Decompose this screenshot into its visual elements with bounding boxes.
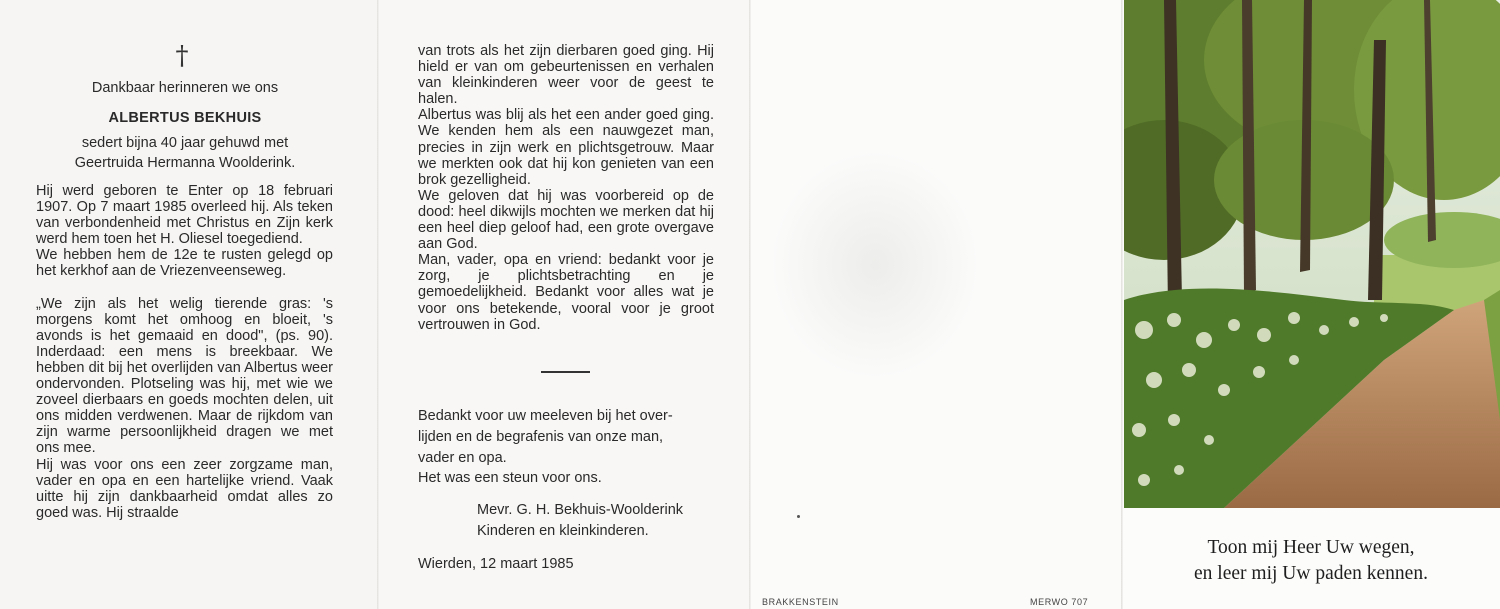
panel1-body <box>36 183 333 521</box>
panel2-body <box>418 43 714 333</box>
paragraph: Hij werd geboren te Enter op 18 februari 1907. Op 7 maart 1985 overleed hij. Als teken van verbondenheid met Christus en Zijn kerk werd hem toen het H. Oliesel toegediend. <box>36 183 333 248</box>
thanks-line-2: lijden en de begrafenis van onze man, <box>418 429 664 445</box>
verse-line-2: en leer mij Uw paden kennen. <box>1194 563 1428 584</box>
married-line-2: Geertruida Hermanna Woolderink. <box>74 155 296 171</box>
intro-line: Dankbaar herinneren we ons <box>91 80 279 96</box>
signature-line-1: Mevr. G. H. Bekhuis-Woolderink <box>477 502 684 518</box>
printer-mark-left: BRAKKENSTEIN <box>762 597 839 607</box>
divider-line <box>541 371 590 373</box>
fold-line <box>377 0 379 609</box>
fold-line <box>1121 0 1123 609</box>
married-line-1: sedert bijna 40 jaar gehuwd met <box>81 135 289 151</box>
thanks-line-4: Het was een steun voor ons. <box>418 470 602 486</box>
thanks-line-3: vader en opa. <box>418 450 507 466</box>
paragraph: We geloven dat hij was voorbereid op de dood: heel dikwijls mochten we merken dat hij een heel diep geloof had, een grote overgave aan God. <box>418 187 714 253</box>
signature-line-2: Kinderen en kleinkinderen. <box>477 523 649 539</box>
speck <box>797 515 800 518</box>
paragraph: „We zijn als het welig tierende gras: 's morgens komt het omhoog en bloeit, 's avonds is het gemaaid en dood", (ps. 90). Inderdaad: een mens is breekbaar. We hebben dit bij het overlijden van Albertus weer ondervonden. Plotseling was hij, met wie we zoveel dierbaars en goeds mochten delen, uit ons midden verdwenen. Maar de rijkdom van zijn warme persoonlijkheid dragen we met ons mee. <box>36 295 333 457</box>
cross-icon: † <box>175 41 189 71</box>
paragraph: Albertus was blij als het een ander goed ging. We kenden hem als een nauwgezet man, precies in zijn werk en plichtsgetrouw. Maar we merkten ook dat hij kon genieten van een brok gezelligheid. <box>418 107 714 188</box>
printer-mark-right: MERWO 707 <box>1030 597 1089 607</box>
paragraph: Man, vader, opa en vriend: bedankt voor je zorg, je plichtsbetrachting en je gemoedelijkheid. Bedankt voor alles wat je voor ons betekende, vooral voor je groot vertrouwen in God. <box>418 252 714 333</box>
paragraph: van trots als het zijn dierbaren goed ging. Hij hield er van om gebeurtenissen en verhalen van kleinkinderen weer voor de geest te halen. <box>418 43 714 108</box>
paragraph: We hebben hem de 12e te rusten gelegd op het kerkhof aan de Vriezenveenseweg. <box>36 247 333 280</box>
verse-line-1: Toon mij Heer Uw wegen, <box>1207 537 1415 558</box>
deceased-name: ALBERTUS BEKHUIS <box>108 110 262 126</box>
place-date: Wierden, 12 maart 1985 <box>418 556 574 572</box>
fold-line <box>749 0 751 609</box>
tree-lined-path-photo <box>1124 0 1500 508</box>
embossed-pattern <box>770 150 980 380</box>
thanks-line-1: Bedankt voor uw meeleven bij het over- <box>418 408 673 424</box>
paragraph: Hij was voor ons een zeer zorgzame man, vader en opa en een hartelijke vriend. Vaak uitte hij zijn dankbaarheid omdat alles zo goed was. Hij straalde <box>36 456 333 521</box>
